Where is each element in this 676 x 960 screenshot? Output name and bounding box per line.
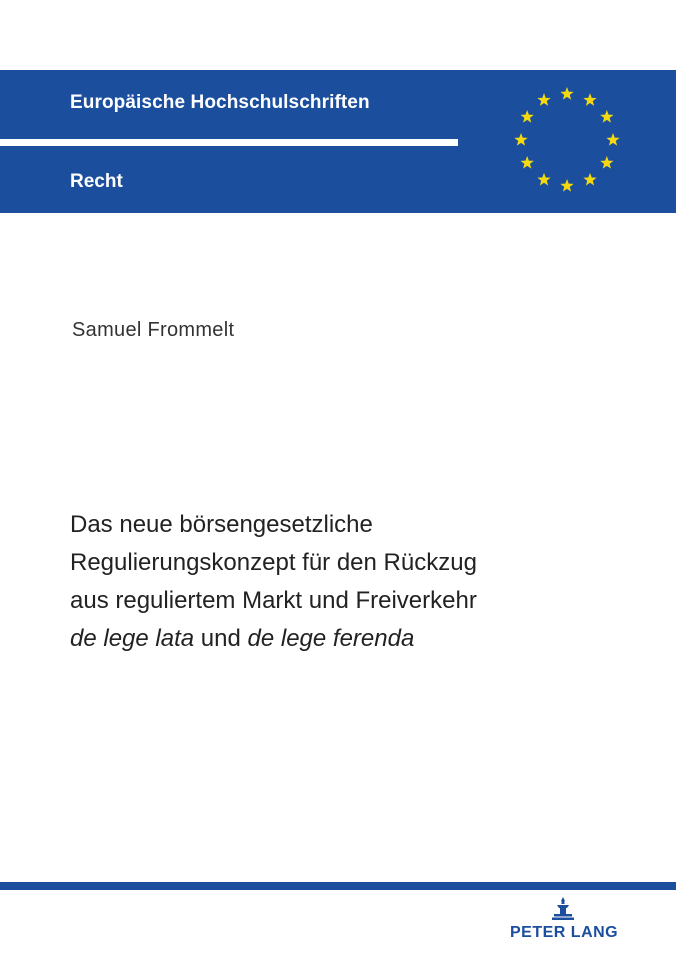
book-title xyxy=(70,506,660,658)
star-icon xyxy=(514,133,527,146)
star-icon xyxy=(600,156,613,169)
star-icon xyxy=(600,110,613,123)
peter-lang-logo-icon xyxy=(550,896,576,922)
star-icon xyxy=(583,173,596,186)
title-conjunction: und xyxy=(194,625,248,652)
eu-stars-icon xyxy=(506,84,628,196)
author-name: Samuel Frommelt xyxy=(72,319,235,341)
title-latin-2: de lege ferenda xyxy=(247,625,415,652)
star-icon xyxy=(560,87,573,100)
star-icon xyxy=(537,93,550,106)
title-latin-1: de lege lata xyxy=(70,625,195,652)
star-icon xyxy=(521,110,534,123)
star-icon xyxy=(583,93,596,106)
star-icon xyxy=(560,179,573,192)
title-line-2: Regulierungskonzept für den Rückzug xyxy=(70,549,477,576)
title-line-4 xyxy=(70,620,660,658)
series-subject: Recht xyxy=(70,171,123,192)
footer-rule xyxy=(0,882,676,890)
star-icon xyxy=(521,156,534,169)
star-icon xyxy=(606,133,619,146)
title-line-1: Das neue börsengesetzliche xyxy=(70,511,373,538)
star-icon xyxy=(537,173,550,186)
publisher-name: PETER LANG xyxy=(510,924,619,941)
title-line-3: aus reguliertem Markt und Freiverkehr xyxy=(70,587,477,614)
banner-divider xyxy=(0,139,458,146)
series-title: Europäische Hochschulschriften xyxy=(70,92,370,113)
